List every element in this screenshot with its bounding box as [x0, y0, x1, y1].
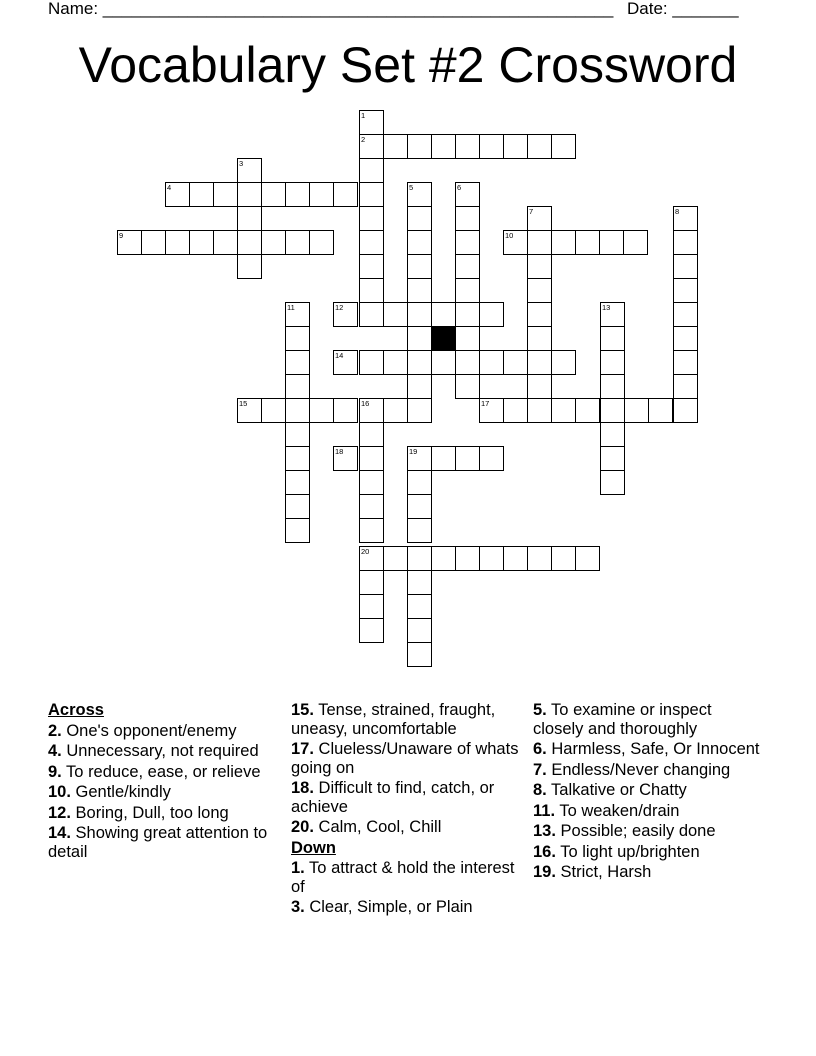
grid-cell[interactable] — [527, 278, 552, 303]
grid-cell[interactable] — [673, 206, 698, 231]
grid-cell[interactable] — [383, 134, 408, 159]
grid-cell[interactable] — [527, 230, 552, 255]
clue-number: 17 — [481, 399, 490, 408]
clue-item — [291, 859, 521, 896]
grid-cell[interactable] — [527, 134, 552, 159]
grid-cell[interactable] — [431, 134, 456, 159]
grid-cell[interactable] — [285, 518, 310, 543]
clue-section-heading: Down — [291, 838, 336, 857]
grid-cell[interactable] — [407, 206, 432, 231]
clue-item-number: 7. — [533, 760, 547, 779]
clue-number: 20 — [361, 547, 370, 556]
clue-item — [533, 802, 763, 821]
grid-cell[interactable] — [455, 546, 480, 571]
grid-cell[interactable] — [333, 350, 358, 375]
grid-cell[interactable] — [624, 398, 649, 423]
grid-cell[interactable] — [237, 230, 262, 255]
grid-cell[interactable] — [551, 350, 576, 375]
grid-cell[interactable] — [285, 326, 310, 351]
clue-column-2 — [291, 701, 521, 919]
grid-cell[interactable] — [309, 182, 334, 207]
grid-cell[interactable] — [189, 230, 214, 255]
grid-cell[interactable] — [600, 446, 625, 471]
grid-cell[interactable] — [407, 278, 432, 303]
grid-cell[interactable] — [383, 398, 408, 423]
clue-number: 9 — [119, 231, 124, 240]
grid-cell[interactable] — [359, 594, 384, 619]
clue-item — [48, 742, 278, 761]
clue-item-text: Unnecessary, not required — [61, 742, 259, 760]
grid-cell[interactable] — [673, 230, 698, 255]
grid-cell[interactable] — [455, 278, 480, 303]
grid-cell[interactable] — [285, 422, 310, 447]
grid-cell[interactable] — [407, 326, 432, 351]
clue-column-3 — [533, 701, 763, 884]
grid-cell[interactable] — [407, 350, 432, 375]
grid-cell[interactable] — [648, 398, 673, 423]
clue-item-text: Calm, Cool, Chill — [313, 818, 442, 836]
clue-number: 4 — [167, 183, 172, 192]
grid-cell[interactable] — [359, 570, 384, 595]
grid-cell[interactable] — [237, 254, 262, 279]
grid-cell[interactable] — [527, 326, 552, 351]
grid-cell[interactable] — [673, 278, 698, 303]
clue-item-text: Difficult to find, catch, or achieve — [291, 779, 495, 816]
grid-cell[interactable] — [261, 398, 286, 423]
grid-cell[interactable] — [455, 446, 480, 471]
grid-cell[interactable] — [261, 230, 286, 255]
grid-cell[interactable] — [503, 230, 528, 255]
grid-cell[interactable] — [359, 278, 384, 303]
grid-cell[interactable] — [285, 350, 310, 375]
clue-item-number: 10. — [48, 783, 71, 801]
grid-cell[interactable] — [527, 546, 552, 571]
grid-cell[interactable] — [407, 446, 432, 471]
page-title: Vocabulary Set #2 Crossword — [78, 37, 738, 93]
clue-number: 5 — [409, 183, 414, 192]
grid-cell[interactable] — [673, 374, 698, 399]
clue-item-number: 3. — [291, 898, 305, 916]
clue-item-text: Talkative or Chatty — [546, 781, 687, 799]
clue-item-text: Endless/Never changing — [546, 760, 731, 779]
grid-cell[interactable] — [213, 230, 238, 255]
grid-cell[interactable] — [527, 254, 552, 279]
grid-cell[interactable] — [503, 350, 528, 375]
clue-item-text: Clueless/Unaware of whats going on — [291, 740, 519, 777]
clue-number: 16 — [361, 399, 370, 408]
grid-cell[interactable] — [359, 518, 384, 543]
clue-item-number: 18. — [291, 779, 314, 797]
grid-cell[interactable] — [359, 134, 384, 159]
clue-item-number: 15. — [291, 701, 314, 719]
grid-cell[interactable] — [407, 182, 432, 207]
grid-cell[interactable] — [407, 374, 432, 399]
clue-item — [291, 740, 521, 777]
clue-item-number: 17. — [291, 740, 314, 758]
clue-item — [533, 822, 763, 841]
grid-cell[interactable] — [285, 182, 310, 207]
grid-cell[interactable] — [479, 398, 504, 423]
grid-cell[interactable] — [333, 398, 358, 423]
grid-cell[interactable] — [455, 326, 480, 351]
clue-item-number: 4. — [48, 742, 62, 760]
name-field-line[interactable]: Name: ______________________________________________________ — [48, 0, 614, 18]
grid-cell[interactable] — [455, 206, 480, 231]
grid-cell[interactable] — [673, 254, 698, 279]
clue-column-1 — [48, 701, 278, 863]
clue-item-text: Gentle/kindly — [70, 783, 171, 801]
grid-cell[interactable] — [600, 422, 625, 447]
clue-item-number: 11. — [533, 801, 556, 820]
grid-cell[interactable] — [383, 302, 408, 327]
grid-cell[interactable] — [237, 206, 262, 231]
grid-cell[interactable] — [285, 302, 310, 327]
grid-cell[interactable] — [455, 302, 480, 327]
clue-item — [533, 701, 763, 738]
date-field-line[interactable]: Date: _______ — [627, 0, 739, 18]
clue-item — [48, 722, 278, 741]
clue-item-text: To attract & hold the interest of — [291, 859, 515, 896]
grid-cell[interactable] — [551, 398, 576, 423]
grid-cell[interactable] — [600, 326, 625, 351]
grid-cell[interactable] — [285, 446, 310, 471]
grid-cell[interactable] — [455, 134, 480, 159]
clue-item-text: To reduce, ease, or relieve — [61, 762, 261, 781]
clue-item-number: 12. — [48, 803, 71, 822]
clue-item-text: To weaken/drain — [555, 801, 680, 820]
clue-item-text: Boring, Dull, too long — [70, 803, 229, 822]
clue-number: 10 — [505, 231, 514, 240]
clue-item-text: Showing great attention to detail — [48, 824, 268, 861]
clue-number: 3 — [239, 159, 244, 168]
grid-cell[interactable] — [359, 230, 384, 255]
grid-cell[interactable] — [165, 182, 190, 207]
grid-cell[interactable] — [285, 230, 310, 255]
grid-cell[interactable] — [527, 350, 552, 375]
clue-item — [48, 763, 278, 782]
grid-cell[interactable] — [359, 158, 384, 183]
clue-item-text: Clear, Simple, or Plain — [304, 898, 473, 916]
grid-cell[interactable] — [479, 302, 504, 327]
clue-item-number: 20. — [291, 818, 314, 836]
grid-cell[interactable] — [359, 494, 384, 519]
clue-item-number: 19. — [533, 863, 556, 881]
grid-cell[interactable] — [600, 302, 625, 327]
clue-item-number: 6. — [533, 740, 547, 758]
grid-cell[interactable] — [285, 470, 310, 495]
grid-cell[interactable] — [551, 546, 576, 571]
clue-number: 7 — [529, 207, 534, 216]
grid-cell[interactable] — [673, 326, 698, 351]
clue-number: 1 — [361, 111, 366, 120]
clue-item — [533, 740, 763, 759]
clue-item-text: Strict, Harsh — [555, 863, 652, 881]
clue-item — [291, 898, 521, 917]
grid-cell[interactable] — [479, 350, 504, 375]
clue-item-number: 13. — [533, 822, 556, 840]
clue-item — [533, 781, 763, 800]
grid-cell[interactable] — [359, 182, 384, 207]
grid-cell[interactable] — [455, 350, 480, 375]
clue-number: 6 — [457, 183, 462, 192]
grid-cell[interactable] — [673, 398, 698, 423]
grid-cell[interactable] — [600, 374, 625, 399]
grid-cell[interactable] — [359, 110, 384, 135]
grid-cell[interactable] — [575, 230, 600, 255]
grid-cell[interactable] — [503, 398, 528, 423]
clue-number: 13 — [602, 303, 611, 312]
clue-item-number: 2. — [48, 721, 62, 740]
grid-cell[interactable] — [333, 182, 358, 207]
grid-cell[interactable] — [141, 230, 166, 255]
grid-cell[interactable] — [551, 134, 576, 159]
grid-cell[interactable] — [407, 302, 432, 327]
grid-cell[interactable] — [407, 546, 432, 571]
clue-item — [48, 804, 278, 823]
clue-number: 19 — [409, 447, 418, 456]
grid-cell[interactable] — [527, 206, 552, 231]
grid-cell[interactable] — [407, 494, 432, 519]
clue-item-text: One's opponent/enemy — [61, 721, 237, 740]
grid-cell[interactable] — [237, 182, 262, 207]
grid-cell[interactable] — [431, 302, 456, 327]
grid-cell[interactable] — [309, 398, 334, 423]
clue-item — [291, 701, 521, 738]
clue-number: 14 — [335, 351, 344, 360]
grid-cell[interactable] — [359, 350, 384, 375]
grid-cell[interactable] — [407, 230, 432, 255]
grid-cell[interactable] — [383, 350, 408, 375]
grid-cell[interactable] — [165, 230, 190, 255]
grid-cell[interactable] — [309, 230, 334, 255]
grid-cell[interactable] — [359, 546, 384, 571]
grid-cell[interactable] — [237, 158, 262, 183]
grid-cell[interactable] — [673, 350, 698, 375]
clue-item-text: Harmless, Safe, Or Innocent — [546, 740, 760, 758]
clue-item — [533, 843, 763, 862]
grid-cell[interactable] — [455, 182, 480, 207]
clue-item — [533, 863, 763, 882]
grid-cell[interactable] — [431, 350, 456, 375]
grid-cell[interactable] — [503, 546, 528, 571]
grid-cell[interactable] — [575, 398, 600, 423]
grid-cell[interactable] — [527, 374, 552, 399]
grid-cell[interactable] — [599, 230, 624, 255]
grid-cell[interactable] — [213, 182, 238, 207]
grid-cell[interactable] — [455, 374, 480, 399]
clue-item-text: To examine or inspect closely and thoroughly — [533, 701, 712, 738]
clue-number: 12 — [335, 303, 344, 312]
grid-cell[interactable] — [527, 302, 552, 327]
clue-number: 11 — [287, 303, 295, 312]
grid-cell[interactable] — [285, 398, 310, 423]
grid-cell[interactable] — [359, 470, 384, 495]
grid-cell[interactable] — [407, 618, 432, 643]
grid-cell[interactable] — [237, 398, 262, 423]
grid-cell[interactable] — [359, 302, 384, 327]
grid-cell[interactable] — [455, 230, 480, 255]
clue-item-text: Possible; easily done — [555, 822, 716, 840]
grid-cell[interactable] — [359, 422, 384, 447]
grid-cell[interactable] — [407, 594, 432, 619]
grid-cell[interactable] — [359, 618, 384, 643]
grid-cell[interactable] — [359, 254, 384, 279]
grid-cell[interactable] — [551, 230, 576, 255]
grid-cell[interactable] — [407, 398, 432, 423]
grid-cell[interactable] — [383, 546, 408, 571]
grid-cell[interactable] — [407, 254, 432, 279]
clue-item — [48, 783, 278, 802]
grid-cell[interactable] — [503, 134, 528, 159]
grid-cell[interactable] — [479, 134, 504, 159]
grid-cell[interactable] — [479, 446, 504, 471]
clue-item-number: 5. — [533, 701, 547, 719]
grid-cell[interactable] — [527, 398, 552, 423]
grid-cell[interactable] — [623, 230, 648, 255]
clue-item-text: To light up/brighten — [555, 842, 700, 861]
grid-cell[interactable] — [407, 518, 432, 543]
grid-cell[interactable] — [285, 374, 310, 399]
grid-cell[interactable] — [407, 642, 432, 667]
grid-cell[interactable] — [117, 230, 142, 255]
grid-cell[interactable] — [261, 182, 286, 207]
grid-cell[interactable] — [407, 470, 432, 495]
clue-number: 2 — [361, 135, 366, 144]
clue-number: 8 — [675, 207, 680, 216]
clue-item — [48, 824, 278, 861]
grid-cell[interactable] — [359, 206, 384, 231]
grid-cell[interactable] — [359, 446, 384, 471]
grid-cell[interactable] — [600, 470, 625, 495]
grid-cell[interactable] — [407, 570, 432, 595]
grid-cell[interactable] — [407, 134, 432, 159]
grid-cell[interactable] — [479, 546, 504, 571]
grid-cell[interactable] — [285, 494, 310, 519]
grid-cell[interactable] — [431, 446, 456, 471]
grid-cell[interactable] — [333, 446, 358, 471]
clue-item-text: Tense, strained, fraught, uneasy, uncomfortable — [291, 701, 496, 738]
grid-cell[interactable] — [431, 546, 456, 571]
grid-cell[interactable] — [455, 254, 480, 279]
clue-item — [533, 761, 763, 780]
clue-item-number: 1. — [291, 859, 305, 877]
clue-number: 18 — [335, 447, 344, 456]
grid-cell[interactable] — [333, 302, 358, 327]
clue-item — [291, 779, 521, 816]
clue-item-number: 16. — [533, 842, 556, 861]
clue-item-number: 8. — [533, 781, 547, 799]
grid-cell[interactable] — [189, 182, 214, 207]
grid-cell[interactable] — [600, 398, 625, 423]
clue-section-heading: Across — [48, 701, 104, 719]
clue-item-number: 14. — [48, 824, 71, 842]
clue-number: 15 — [239, 399, 248, 408]
clue-item — [291, 818, 521, 837]
grid-cell[interactable] — [575, 546, 600, 571]
clue-item-number: 9. — [48, 762, 62, 781]
grid-cell[interactable] — [673, 302, 698, 327]
grid-cell[interactable] — [600, 350, 625, 375]
grid-cell[interactable] — [359, 398, 384, 423]
blocked-cell — [431, 326, 456, 351]
